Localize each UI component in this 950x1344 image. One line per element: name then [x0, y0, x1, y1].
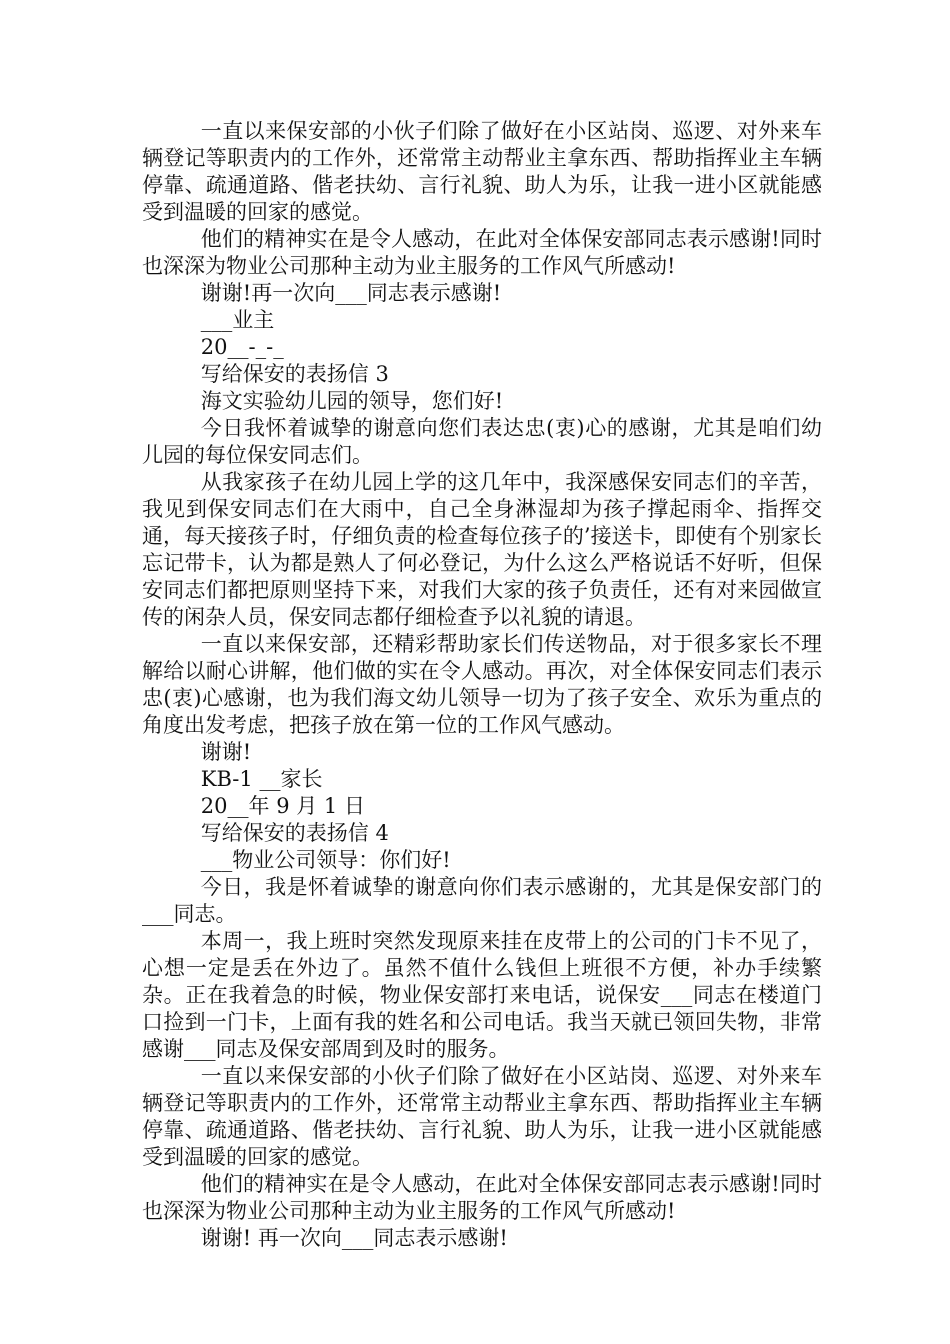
closing-thanks: 谢谢! — [200, 740, 252, 764]
paragraph: 本周一，我上班时突然发现原来挂在皮带上的公司的门卡不见了，心想一定是丢在外边了。虽然不值什么钱但上班很不方便，补办手续繁杂。正在我着急的时候，物业保安部打来电话，说保安___同志在楼道门口捡到一门卡，上面有我的姓名和公司电话。我当天就已领回失物，非常感谢___同志及保安部周到及时的服务。 — [142, 929, 822, 1061]
paragraph: 一直以来保安部的小伙子们除了做好在小区站岗、巡逻、对外来车辆登记等职责内的工作外，还常常主动帮业主拿东西、帮助指挥业主车辆停靠、疏通道路、偕老扶幼、言行礼貌、助人为乐，让我一进小区就能感受到温暖的回家的感觉。 — [142, 119, 822, 224]
date-line: 20__-_-_ — [200, 335, 284, 359]
closing-thanks: 谢谢! 再一次向___同志表示感谢! — [200, 1226, 508, 1250]
salutation: ___物业公司领导：你们好! — [200, 848, 451, 872]
closing-thanks: 谢谢!再一次向___同志表示感谢! — [200, 281, 502, 305]
paragraph: 他们的精神实在是令人感动，在此对全体保安部同志表示感谢!同时也深深为物业公司那种主动为业主服务的工作风气所感动! — [142, 1172, 822, 1223]
paragraph: 他们的精神实在是令人感动，在此对全体保安部同志表示感谢!同时也深深为物业公司那种主动为业主服务的工作风气所感动! — [142, 227, 822, 278]
salutation: 海文实验幼儿园的领导，您们好! — [200, 389, 504, 413]
signature: ___业主 — [200, 308, 275, 332]
paragraph: 今日我怀着诚挚的谢意向您们表达忠(衷)心的感谢，尤其是咱们幼儿园的每位保安同志们。 — [142, 416, 822, 467]
document-body — [142, 118, 822, 1252]
paragraph: 一直以来保安部，还精彩帮助家长们传送物品，对于很多家长不理解给以耐心讲解，他们做的实在令人感动。再次，对全体保安同志们表示忠(衷)心感谢，也为我们海文幼儿领导一切为了孩子安全、欢乐为重点的角度出发考虑，把孩子放在第一位的工作风气感动。 — [142, 632, 822, 737]
paragraph: 从我家孩子在幼儿园上学的这几年中，我深感保安同志们的辛苦，我见到保安同志们在大雨中，自己全身淋湿却为孩子撑起雨伞、指挥交通，每天接孩子时，仔细负责的检查每位孩子的’接送卡，即使有个别家长忘记带卡，认为都是熟人了何必登记，为什么这么严格说话不好听，但保安同志们都把原则坚持下来，对我们大家的孩子负责任，还有对来园做宣传的闲杂人员，保安同志都仔细检查予以礼貌的请退。 — [142, 470, 822, 629]
letter-title: 写给保安的表扬信 4 — [200, 821, 389, 845]
letter-title: 写给保安的表扬信 3 — [200, 362, 389, 386]
signature: KB-1 __家长 — [200, 767, 323, 791]
paragraph: 一直以来保安部的小伙子们除了做好在小区站岗、巡逻、对外来车辆登记等职责内的工作外，还常常主动帮业主拿东西、帮助指挥业主车辆停靠、疏通道路、偕老扶幼、言行礼貌、助人为乐，让我一进小区就能感受到温暖的回家的感觉。 — [142, 1064, 822, 1169]
paragraph: 今日，我是怀着诚挚的谢意向你们表示感谢的，尤其是保安部门的___同志。 — [142, 875, 822, 926]
date-line: 20__年 9 月 1 日 — [200, 794, 365, 818]
